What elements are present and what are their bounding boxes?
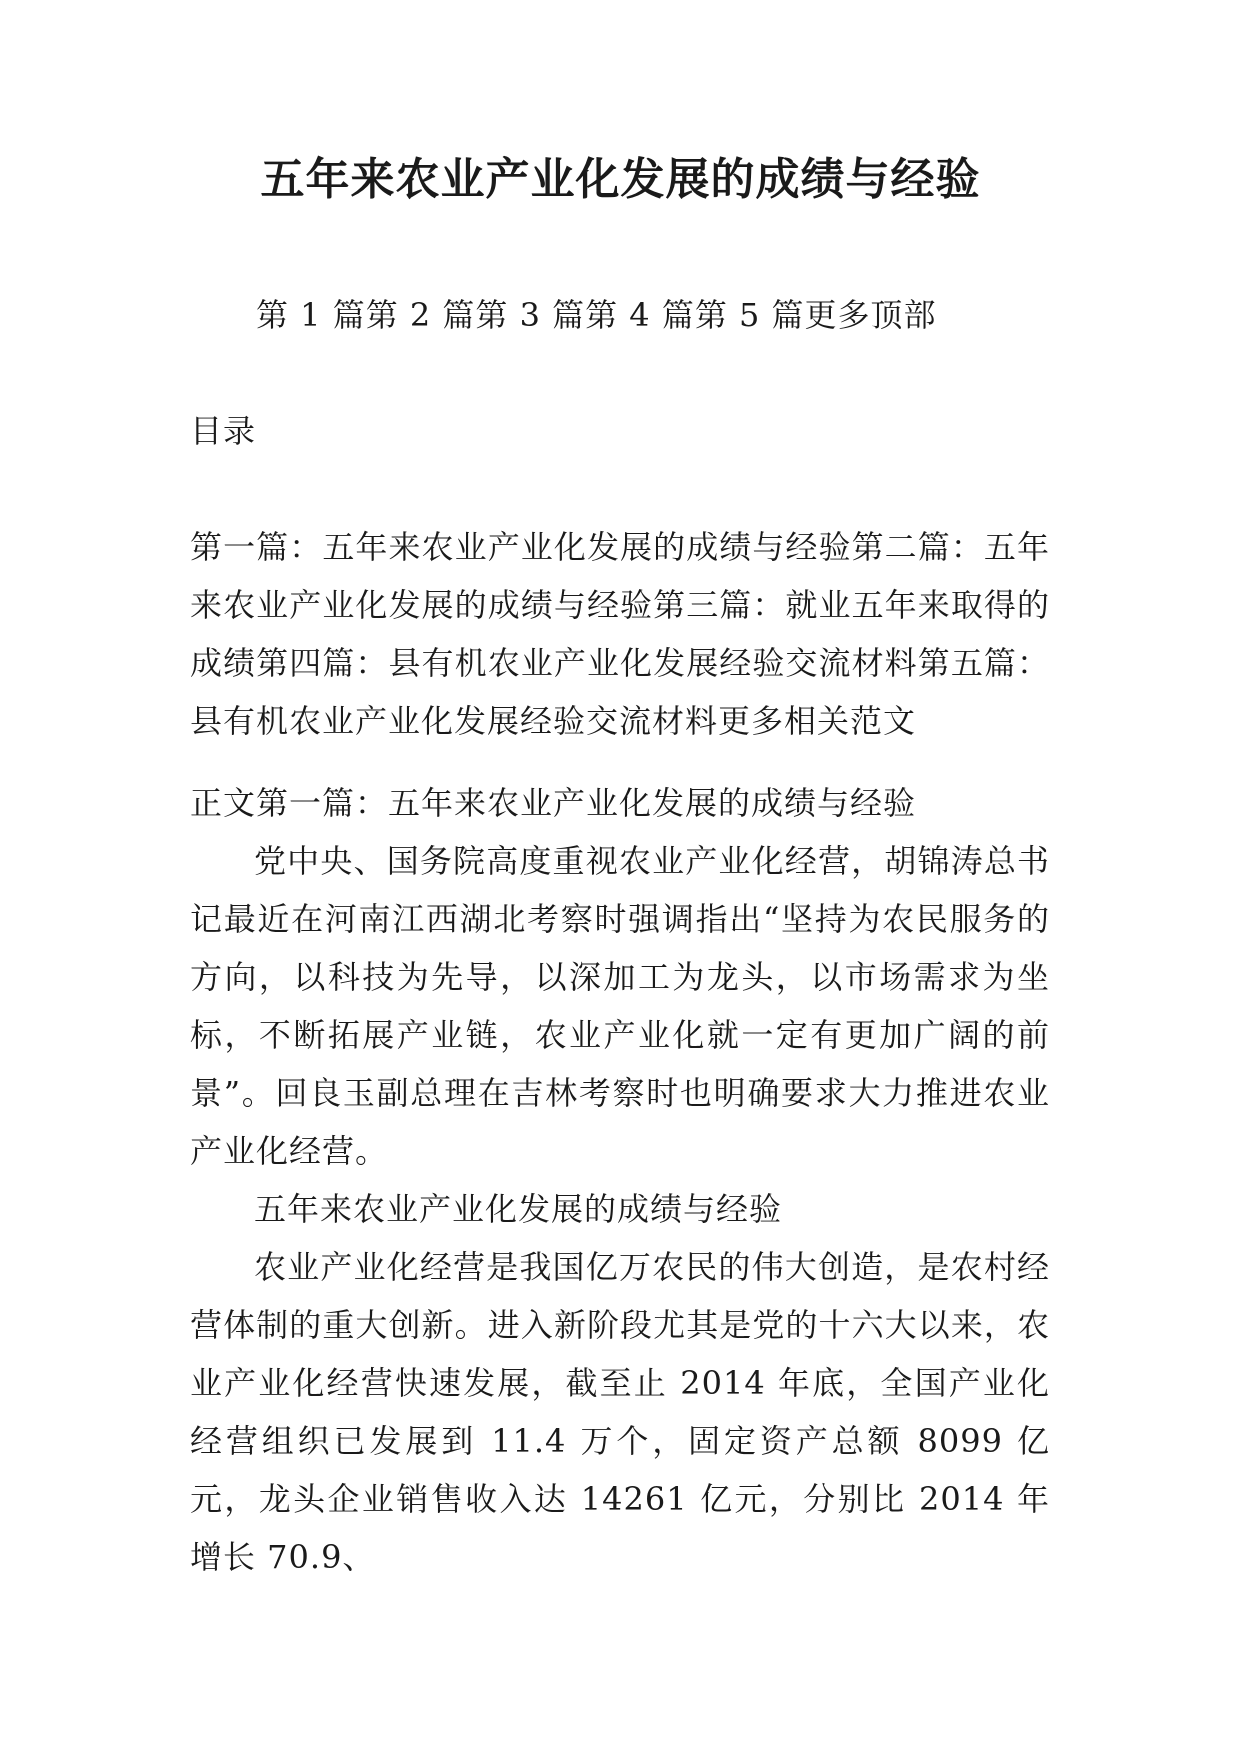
body-paragraph: 党中央、国务院高度重视农业产业化经营，胡锦涛总书记最近在河南江西湖北考察时强调指出“坚持为农民服务的方向，以科技为先导，以深加工为龙头，以市场需求为坐标，不断拓展产业链，农业产业化就一定有更加广阔的前景”。回良玉副总理在吉林考察时也明确要求大力推进农业产业化经营。 — [190, 842, 1050, 1170]
section-subheading: 五年来农业产业化发展的成绩与经验 — [254, 1190, 783, 1228]
body-paragraph: 农业产业化经营是我国亿万农民的伟大创造，是农村经营体制的重大创新。进入新阶段尤其是党的十六大以来，农业产业化经营快速发展，截至止 2014 年底，全国产业化经营组织已发展到 11.4 万个，固定资产总额 8099 亿元，龙头企业销售收入达 14261 亿元，分别比 2014 年增长 70.9、 — [190, 1248, 1050, 1576]
document-title: 五年来农业产业化发展的成绩与经验 — [260, 154, 981, 205]
chapter-nav-links[interactable]: 第 1 篇第 2 篇第 3 篇第 4 篇第 5 篇更多顶部 — [256, 296, 937, 334]
body-heading: 正文第一篇：五年来农业产业化发展的成绩与经验 — [190, 784, 917, 822]
toc-heading: 目录 — [190, 412, 257, 450]
toc-list: 第一篇：五年来农业产业化发展的成绩与经验第二篇：五年来农业产业化发展的成绩与经验第三篇：就业五年来取得的成绩第四篇：县有机农业产业化发展经验交流材料第五篇：县有机农业产业化发展经验交流材料更多相关范文 — [190, 528, 1050, 740]
